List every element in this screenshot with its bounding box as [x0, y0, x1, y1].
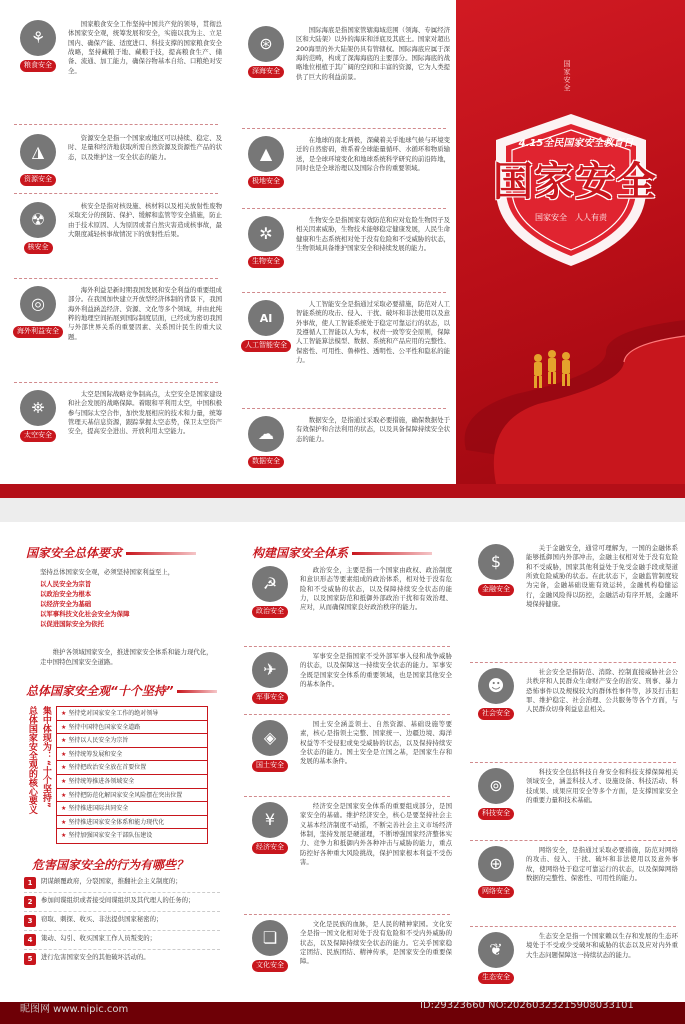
resource-icon: ◮ — [20, 134, 56, 170]
party-emblem-icon: ☭ — [252, 566, 288, 602]
tag-label: 数据安全 — [248, 456, 284, 468]
marching-figures — [534, 350, 570, 388]
money-bag-icon: $ — [478, 544, 514, 580]
tag-label: 资源安全 — [20, 174, 56, 186]
item-cyber-security — [466, 846, 678, 898]
antenna-icon: ⊚ — [478, 768, 514, 804]
harmful-act-item — [24, 893, 220, 912]
item-text: 海外利益是新时期我国发展和安全利益的重要组成部分。在我国加快建立开放型经济体制的背景下，我国海外利益涵盖经济、资源、文化等多个领域，并由此纯粹的地理空间拓展到国际制度层面，已经成为密切我国与外部世界关系的重要因素、关系国计民生的重大议题。 — [68, 286, 222, 341]
tag-label: 国土安全 — [252, 760, 288, 772]
cover-day-title: 4.15全民国家安全教育日 — [518, 138, 634, 149]
adherence-row: ★ 坚持加强国家安全干部队伍建设 — [57, 829, 207, 843]
item-number: 1 — [24, 877, 36, 889]
item-nuclear-security — [8, 202, 222, 254]
adherence-row: ★ 坚持党对国家安全工作的绝对领导 — [57, 707, 207, 721]
adherence-row: ★ 坚持把防范化解国家安全风险摆在突出位置 — [57, 789, 207, 803]
adherence-row: ★ 坚持中国特色国家安全道路 — [57, 721, 207, 735]
tag-label: 太空安全 — [20, 430, 56, 442]
item-ecological-security — [466, 932, 678, 984]
tag-label: 人工智能安全 — [241, 340, 291, 352]
item-text: 生态安全是指一个国家赖以生存和发展的生态环境处于不受或少受破坏和威胁的状态以及应对内外重大生态问题保障这一持续状态的能力。 — [526, 932, 678, 959]
people-icon: ☻ — [478, 668, 514, 704]
tag-label: 网络安全 — [478, 886, 514, 898]
requirement-item: 以人民安全为宗旨 — [40, 580, 92, 588]
adherence-row: ★ 坚持统筹发展和安全 — [57, 748, 207, 762]
tag-label: 深海安全 — [248, 66, 284, 78]
ten-adherences-title — [26, 682, 217, 699]
harmful-acts-title — [32, 856, 188, 873]
seabed-icon: ⊛ — [248, 26, 284, 62]
item-text: 国际海底是指国家管辖海域范围（领海、专属经济区和大陆架）以外的海床和洋底及其底土。国家对超出200海里的外大陆架仍具有管辖权。国际海底应属于深海的范畴，构成了深海海底的主要部分。国际海底的战略地位根植于其广阔的空间和丰富的资源，它为人类提供了巨大的利益前景。 — [296, 26, 450, 81]
harmful-act-item — [24, 931, 220, 950]
molecule-icon: ✲ — [248, 216, 284, 252]
item-overseas-security — [8, 286, 222, 342]
ten-caption-col1: 集中体现为：“十个坚持” — [40, 706, 51, 808]
back-side — [0, 522, 685, 1002]
item-text: 参加间谍组织或者接受间谍组织及其代理人的任务的； — [41, 896, 195, 904]
china-map-icon: ◈ — [252, 720, 288, 756]
requirement-item: 以促进国际安全为依托 — [40, 619, 104, 628]
tag-label: 核安全 — [24, 242, 53, 254]
item-text: 窃取、刺探、收买、非法提供国家秘密的； — [41, 915, 163, 923]
tag-label: 军事安全 — [252, 692, 288, 704]
harmful-act-item — [24, 874, 220, 893]
item-resource-security — [8, 134, 222, 186]
requirements-list — [40, 580, 220, 630]
tag-label: 粮食安全 — [20, 60, 56, 72]
item-text: 文化是民族的血脉，是人民的精神家园。文化安全是指一国文化相对处于没有危险和不受内外威胁的状态，以及保障持续安全状态的能力。它关乎国家稳定团结、民族团结、精神传承，是国家安全的重要保障。 — [300, 920, 452, 966]
item-food-security — [8, 20, 222, 76]
globe-icon: ◎ — [20, 286, 56, 322]
cloud-lock-icon: ☁ — [248, 416, 284, 452]
requirement-item: 以军事科技文化社会安全为保障 — [40, 609, 130, 618]
mountain-icon: ▲ — [248, 136, 284, 172]
tag-label: 经济安全 — [252, 842, 288, 854]
item-text: 科技安全包括科技自身安全和科技支撑保障相关领域安全，涵盖科技人才、设施设备、科技活动、科技成果、成果应用安全等多个方面，是支撑国家安全的重要力量和技术基础。 — [526, 768, 678, 805]
item-economic-security — [240, 802, 452, 867]
ten-caption-col2: 总体国家安全观的核心要义 — [26, 706, 37, 814]
item-text: 策动、勾引、收买国家工作人员叛变的； — [41, 934, 157, 942]
ai-icon: AI — [248, 300, 284, 336]
item-financial-security — [466, 544, 678, 609]
overall-intro: 坚持总体国家安全观，必须坚持国家利益至上， — [40, 568, 175, 576]
ten-adherences-table — [56, 706, 208, 844]
harmful-acts-list — [24, 874, 220, 968]
item-tech-security — [466, 768, 678, 820]
item-military-security — [240, 652, 452, 704]
tag-label: 生物安全 — [248, 256, 284, 268]
item-ai-security — [236, 300, 450, 365]
item-text: 国家粮食安全工作坚持中国共产党的领导，贯彻总体国家安全观，统筹发展和安全，实施以我为主、立足国内、确保产能、适度进口、科技支撑的国家粮食安全战略，坚持藏粮于地、藏粮于技，提高粮食生产、储备、流通、加工能力，确保谷物基本自给、口粮绝对安全。 — [68, 20, 222, 75]
harmful-act-item — [24, 950, 220, 968]
item-text: 阴谋颠覆政府，分裂国家，推翻社会主义制度的； — [41, 877, 182, 885]
item-data-security — [236, 416, 450, 468]
cover-panel — [456, 0, 685, 484]
page-gap — [0, 498, 685, 522]
adherence-row: ★ 坚持以人民安全为宗旨 — [57, 734, 207, 748]
title-text: 国家安全总体要求 — [26, 546, 123, 560]
adherence-row: ★ 坚持把政治安全放在首要位置 — [57, 761, 207, 775]
item-text: 网络安全，是指通过采取必要措施，防范对网络的攻击、侵入、干扰、破坏和非法使用以及意外事故，使网络处于稳定可靠运行的状态，以及保障网络数据的完整性、保密性、可用性的能力。 — [526, 846, 678, 883]
item-number: 5 — [24, 953, 36, 965]
requirement-item: 以政治安全为根本 — [40, 589, 92, 598]
tag-label: 生态安全 — [478, 972, 514, 984]
item-text: 经济安全是国家安全体系的重要组成部分，是国家安全的基础。维护经济安全，核心是要坚持社会主义基本经济制度不动摇，不断完善社会主义市场经济体制，坚持发展是硬道理，不断增强国家经济整体实力、竞争力和抵御内外各种冲击与威胁的能力，重点防控好各种重大风险挑战，保护国家根本利益不受伤害。 — [300, 802, 452, 867]
item-text: 太空是国际战略竞争制高点，太空安全是国家建设和社会发展的战略保障。着眼和平利用太空，中国积极参与国际太空合作，加快发展相应的技术和力量，统筹管理天基信息资源，跟踪掌握太空态势，保卫太空资产安全，提高安全进出、开放利用太空能力。 — [68, 390, 222, 436]
overall-outro: 维护各领域国家安全，推进国家安全体系和能力现代化，走中国特色国家安全道路。 — [40, 648, 213, 666]
item-deep-sea-security — [236, 26, 450, 82]
item-space-security — [8, 390, 222, 442]
leaf-icon: ❦ — [478, 932, 514, 968]
yuan-icon: ¥ — [252, 802, 288, 838]
tag-label: 政治安全 — [252, 606, 288, 618]
item-bio-security — [236, 216, 450, 268]
item-political-security — [240, 566, 452, 618]
item-number: 4 — [24, 934, 36, 946]
tag-label: 文化安全 — [252, 960, 288, 972]
radiation-icon: ☢ — [20, 202, 56, 238]
tag-label: 金融安全 — [478, 584, 514, 596]
item-text: 关于金融安全，通常可理解为，一国的金融体系能够抵御国内外部冲击，金融主权相对处于没有危险和不受威胁，国家其他利益处于免受金融手段或渠道所致危险威胁的状态。在此状态下，金融监管制度较为完备，金融基础设施有效运转，金融机构稳健运行，金融风险得以防控，金融活动有序开展，金融环境保持健康。 — [526, 544, 678, 609]
network-globe-icon: ⊕ — [478, 846, 514, 882]
tag-label: 海外利益安全 — [13, 326, 63, 338]
item-text: 生物安全是指国家有效防范和应对危险生物因子及相关因素威胁，生物技术能够稳定健康发展，人民生命健康和生态系统相对处于没有危险和不受威胁的状态，生物领域具备维护国家安全和持续发展的能力。 — [296, 216, 450, 253]
cover-slogan: 国家安全 人人有责 — [535, 213, 607, 222]
item-text: 社会安全是指防范、消除、控制直接威胁社会公共秩序和人民群众生命财产安全的治安、刑事、暴力恐怖事件以及规模较大的群体性事件等，涉及打击犯罪、维护稳定、社会治理、公共服务等各个方面，与人民群众切身利益息息相关。 — [526, 668, 678, 714]
tag-label: 社会安全 — [478, 708, 514, 720]
item-cultural-security — [240, 920, 452, 972]
satellite-icon: ⛯ — [20, 390, 56, 426]
item-number: 2 — [24, 896, 36, 908]
item-text: 核安全是指对核设施、核材料以及相关放射性废物采取充分的预防、保护、缓解和监管等安全措施，防止由于技术原因、人为原因或者自然灾害造成核事故，最大限度减轻核事故情况下的放射性后果。 — [68, 202, 222, 239]
item-text: 国土安全涵盖领土、自然资源、基础设施等要素，核心是指领土完整、国家统一、边疆边境、海洋权益等不受侵犯或免受威胁的状态，以及保持持续安全状态的能力。国土安全是立国之基，是国家生存和发展的基本条件。 — [300, 720, 452, 766]
item-text: 在地球的南北两极，深藏着关乎地球气候与环境变迁的自然密码，维系着全球能量循环、水循环和物质输送，是全球环境变化和地球系统科学研究的前沿阵地，同时也是全球治理以及国际合作的重要领域。 — [296, 136, 450, 173]
item-social-security — [466, 668, 678, 720]
security-system-title — [252, 544, 432, 561]
harmful-act-item — [24, 912, 220, 931]
item-territorial-security — [240, 720, 452, 772]
item-text: 资源安全是指一个国家或地区可以持续、稳定、及时、足量和经济地获取所需自然资源及资源性产品的状态，以及维护这一安全状态的能力。 — [68, 134, 222, 161]
cover-main-title: 国家安全 — [493, 158, 657, 205]
item-number: 3 — [24, 915, 36, 927]
watermark-right: ID:29323660 NO:20260323215908033101 — [420, 1000, 634, 1011]
item-text: 政治安全，主要是指一个国家由政权、政治制度和意识形态等要素组成的政治体系，相对处于没有危险和不受威胁的状态，以及保障持续安全状态的能力，以及国家防范和抵御外部政治干扰和有效治理、应对，从而确保国家良好政治秩序的能力。 — [300, 566, 452, 612]
watermark-left: 昵图网 www.nipic.com — [20, 1004, 129, 1015]
tag-label: 极地安全 — [248, 176, 284, 188]
front-side — [0, 0, 685, 498]
title-text: 总体国家安全观“十个坚持” — [26, 684, 174, 698]
fighter-jet-icon: ✈ — [252, 652, 288, 688]
adherence-row: ★ 坚持推进国家安全体系和能力现代化 — [57, 816, 207, 830]
tag-label: 科技安全 — [478, 808, 514, 820]
adherence-row: ★ 坚持推进国际共同安全 — [57, 802, 207, 816]
item-text: 进行危害国家安全的其他破坏活动的。 — [41, 953, 150, 961]
adherence-row: ★ 坚持统筹推进各领域安全 — [57, 775, 207, 789]
front-middle-column — [228, 0, 456, 484]
overall-requirements-title — [26, 544, 196, 561]
cover-vertical-text: 国家安全 — [563, 60, 571, 92]
item-polar-security — [236, 136, 450, 188]
requirement-item: 以经济安全为基础 — [40, 599, 92, 608]
title-text: 危害国家安全的行为有哪些？ — [32, 858, 189, 872]
title-text: 构建国家安全体系 — [252, 546, 349, 560]
item-text: 军事安全是指国家不受外部军事入侵和战争威胁的状态，以及保障这一持续安全状态的能力。军事安全既是国家安全体系的重要领域，也是国家其他安全的基本条件。 — [300, 652, 452, 689]
item-text: 人工智能安全是指通过采取必要措施，防范对人工智能系统的攻击、侵入、干扰、破坏和非法使用以及意外事故，使人工智能系统处于稳定可靠运行的状态，以及遵循人工智能以人为本，权责一致等安全原则，保障人工智能算法模型、数据、系统和产品应用的完整性、保密性、可用性、鲁棒性、透明性、公平性和隐私的能力。 — [296, 300, 450, 365]
grain-icon: ⚘ — [20, 20, 56, 56]
item-text: 数据安全，是指通过采取必要措施，确保数据处于有效保护和合法利用的状态，以及具备保障持续安全状态的能力。 — [296, 416, 450, 443]
red-road-illustration — [456, 300, 685, 484]
front-left-column — [0, 0, 228, 484]
book-icon: ❏ — [252, 920, 288, 956]
front-bottom-bar — [0, 484, 685, 498]
